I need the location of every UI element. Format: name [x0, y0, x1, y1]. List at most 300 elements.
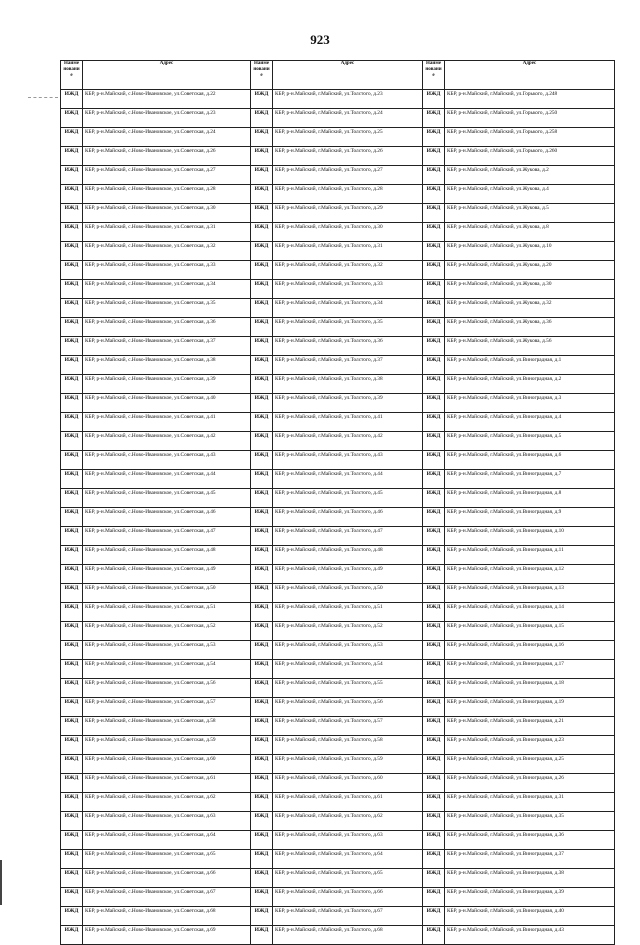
object-type-cell: ИЖД: [251, 793, 273, 812]
object-type-cell: ИЖД: [423, 432, 445, 451]
object-type-cell: ИЖД: [61, 204, 83, 223]
object-type-cell: ИЖД: [423, 869, 445, 888]
address-cell: КБР, р-н.Майский, г.Майский, ул.Жукова, д.36: [445, 318, 615, 337]
object-type-cell: ИЖД: [61, 185, 83, 204]
table-row: [61, 280, 615, 299]
address-cell: КБР, р-н.Майский, г.Майский, ул.Толстого, д.66: [273, 888, 423, 907]
address-cell: КБР, р-н.Майский, с.Ново-Ивановское, ул.Советская, д.35: [83, 299, 251, 318]
object-type-cell: ИЖД: [61, 717, 83, 736]
object-type-cell: ИЖД: [251, 698, 273, 717]
object-type-cell: ИЖД: [423, 812, 445, 831]
object-type-cell: ИЖД: [61, 812, 83, 831]
object-type-cell: ИЖД: [61, 698, 83, 717]
object-type-cell: ИЖД: [251, 204, 273, 223]
object-type-cell: ИЖД: [251, 356, 273, 375]
address-cell: КБР, р-н.Майский, с.Ново-Ивановское, ул.Советская, д.48: [83, 546, 251, 565]
object-type-cell: ИЖД: [423, 603, 445, 622]
address-cell: КБР, р-н.Майский, с.Ново-Ивановское, ул.Советская, д.53: [83, 641, 251, 660]
address-cell: КБР, р-н.Майский, с.Ново-Ивановское, ул.Советская, д.28: [83, 185, 251, 204]
object-type-cell: ИЖД: [61, 375, 83, 394]
table-row: [61, 774, 615, 793]
object-type-cell: ИЖД: [423, 242, 445, 261]
address-cell: КБР, р-н.Майский, г.Майский, ул.Жукова, д.30: [445, 280, 615, 299]
table-row: [61, 660, 615, 679]
table-row: [61, 584, 615, 603]
table-row: [61, 907, 615, 926]
address-cell: КБР, р-н.Майский, г.Майский, ул.Толстого, д.44: [273, 470, 423, 489]
object-type-cell: ИЖД: [423, 451, 445, 470]
object-type-cell: ИЖД: [61, 223, 83, 242]
address-cell: КБР, р-н.Майский, с.Ново-Ивановское, ул.Советская, д.67: [83, 888, 251, 907]
address-cell: КБР, р-н.Майский, г.Майский, ул.Виноградная, д.1: [445, 356, 615, 375]
object-type-cell: ИЖД: [423, 831, 445, 850]
address-cell: КБР, р-н.Майский, г.Майский, ул.Толстого, д.43: [273, 451, 423, 470]
table-row: [61, 356, 615, 375]
address-cell: КБР, р-н.Майский, с.Ново-Ивановское, ул.Советская, д.51: [83, 603, 251, 622]
object-type-cell: ИЖД: [251, 128, 273, 147]
object-type-cell: ИЖД: [61, 736, 83, 755]
address-cell: КБР, р-н.Майский, с.Ново-Ивановское, ул.Советская, д.65: [83, 850, 251, 869]
table-row: [61, 261, 615, 280]
table-row: [61, 641, 615, 660]
address-cell: КБР, р-н.Майский, с.Ново-Ивановское, ул.Советская, д.32: [83, 242, 251, 261]
address-cell: КБР, р-н.Майский, г.Майский, ул.Виноградная, д.5: [445, 432, 615, 451]
object-type-cell: ИЖД: [423, 299, 445, 318]
address-cell: КБР, р-н.Майский, г.Майский, ул.Виноградная, д.4: [445, 413, 615, 432]
table-row: [61, 166, 615, 185]
object-type-cell: ИЖД: [61, 831, 83, 850]
address-cell: КБР, р-н.Майский, с.Ново-Ивановское, ул.Советская, д.40: [83, 394, 251, 413]
address-cell: КБР, р-н.Майский, г.Майский, ул.Жукова, д.32: [445, 299, 615, 318]
address-cell: КБР, р-н.Майский, с.Ново-Ивановское, ул.Советская, д.69: [83, 926, 251, 945]
address-cell: КБР, р-н.Майский, г.Майский, ул.Толстого, д.37: [273, 356, 423, 375]
table-row: [61, 717, 615, 736]
address-cell: КБР, р-н.Майский, г.Майский, ул.Толстого, д.27: [273, 166, 423, 185]
address-cell: КБР, р-н.Майский, с.Ново-Ивановское, ул.Советская, д.58: [83, 717, 251, 736]
table-row: [61, 850, 615, 869]
address-cell: КБР, р-н.Майский, г.Майский, ул.Горького, д.258: [445, 128, 615, 147]
address-cell: КБР, р-н.Майский, г.Майский, ул.Виноградная, д.9: [445, 508, 615, 527]
object-type-cell: ИЖД: [61, 584, 83, 603]
table-row: [61, 698, 615, 717]
object-type-cell: ИЖД: [61, 508, 83, 527]
address-cell: КБР, р-н.Майский, г.Майский, ул.Виноградная, д.11: [445, 546, 615, 565]
address-cell: КБР, р-н.Майский, г.Майский, ул.Толстого, д.36: [273, 337, 423, 356]
address-cell: КБР, р-н.Майский, г.Майский, ул.Толстого, д.31: [273, 242, 423, 261]
object-type-cell: ИЖД: [423, 356, 445, 375]
object-type-cell: ИЖД: [423, 679, 445, 698]
address-cell: КБР, р-н.Майский, г.Майский, ул.Жукова, д.8: [445, 223, 615, 242]
object-type-cell: ИЖД: [251, 261, 273, 280]
address-cell: КБР, р-н.Майский, г.Майский, ул.Виноградная, д.21: [445, 717, 615, 736]
object-type-cell: ИЖД: [423, 204, 445, 223]
object-type-cell: ИЖД: [423, 166, 445, 185]
address-cell: КБР, р-н.Майский, с.Ново-Ивановское, ул.Советская, д.47: [83, 527, 251, 546]
object-type-cell: ИЖД: [61, 299, 83, 318]
column-header-type: Наименование: [423, 61, 445, 90]
table-row: [61, 546, 615, 565]
address-cell: КБР, р-н.Майский, г.Майский, ул.Толстого, д.55: [273, 679, 423, 698]
column-header-address: Адрес: [445, 61, 615, 90]
address-cell: КБР, р-н.Майский, г.Майский, ул.Толстого, д.38: [273, 375, 423, 394]
table-row: [61, 204, 615, 223]
object-type-cell: ИЖД: [423, 888, 445, 907]
object-type-cell: ИЖД: [251, 679, 273, 698]
table-row: [61, 527, 615, 546]
object-type-cell: ИЖД: [251, 850, 273, 869]
address-cell: КБР, р-н.Майский, г.Майский, ул.Толстого, д.59: [273, 755, 423, 774]
object-type-cell: ИЖД: [423, 394, 445, 413]
address-cell: КБР, р-н.Майский, с.Ново-Ивановское, ул.Советская, д.60: [83, 755, 251, 774]
object-type-cell: ИЖД: [251, 774, 273, 793]
address-table-container: [60, 60, 592, 945]
address-cell: КБР, р-н.Майский, с.Ново-Ивановское, ул.Советская, д.66: [83, 869, 251, 888]
address-cell: КБР, р-н.Майский, г.Майский, ул.Толстого, д.57: [273, 717, 423, 736]
table-row: [61, 508, 615, 527]
object-type-cell: ИЖД: [251, 831, 273, 850]
address-cell: КБР, р-н.Майский, г.Майский, ул.Толстого, д.53: [273, 641, 423, 660]
address-cell: КБР, р-н.Майский, г.Майский, ул.Горького, д.248: [445, 90, 615, 109]
object-type-cell: ИЖД: [61, 926, 83, 945]
table-row: [61, 318, 615, 337]
address-cell: КБР, р-н.Майский, г.Майский, ул.Толстого, д.28: [273, 185, 423, 204]
address-cell: КБР, р-н.Майский, с.Ново-Ивановское, ул.Советская, д.24: [83, 128, 251, 147]
table-row: [61, 90, 615, 109]
object-type-cell: ИЖД: [251, 242, 273, 261]
object-type-cell: ИЖД: [61, 660, 83, 679]
address-cell: КБР, р-н.Майский, с.Ново-Ивановское, ул.Советская, д.68: [83, 907, 251, 926]
address-cell: КБР, р-н.Майский, г.Майский, ул.Толстого, д.47: [273, 527, 423, 546]
address-cell: КБР, р-н.Майский, с.Ново-Ивановское, ул.Советская, д.42: [83, 432, 251, 451]
address-cell: КБР, р-н.Майский, г.Майский, ул.Толстого, д.52: [273, 622, 423, 641]
table-row: [61, 394, 615, 413]
object-type-cell: ИЖД: [61, 109, 83, 128]
address-cell: КБР, р-н.Майский, с.Ново-Ивановское, ул.Советская, д.64: [83, 831, 251, 850]
object-type-cell: ИЖД: [251, 413, 273, 432]
address-cell: КБР, р-н.Майский, с.Ново-Ивановское, ул.Советская, д.30: [83, 204, 251, 223]
table-row: [61, 793, 615, 812]
object-type-cell: ИЖД: [61, 318, 83, 337]
object-type-cell: ИЖД: [251, 299, 273, 318]
address-cell: КБР, р-н.Майский, г.Майский, ул.Толстого, д.67: [273, 907, 423, 926]
table-row: [61, 831, 615, 850]
object-type-cell: ИЖД: [61, 242, 83, 261]
object-type-cell: ИЖД: [423, 850, 445, 869]
address-cell: КБР, р-н.Майский, с.Ново-Ивановское, ул.Советская, д.33: [83, 261, 251, 280]
address-cell: КБР, р-н.Майский, с.Ново-Ивановское, ул.Советская, д.54: [83, 660, 251, 679]
object-type-cell: ИЖД: [423, 90, 445, 109]
address-cell: КБР, р-н.Майский, г.Майский, ул.Виноградная, д.40: [445, 907, 615, 926]
table-row: [61, 185, 615, 204]
object-type-cell: ИЖД: [251, 622, 273, 641]
address-cell: КБР, р-н.Майский, г.Майский, ул.Виноградная, д.25: [445, 755, 615, 774]
address-cell: КБР, р-н.Майский, г.Майский, ул.Жукова, д.2: [445, 166, 615, 185]
address-cell: КБР, р-н.Майский, с.Ново-Ивановское, ул.Советская, д.63: [83, 812, 251, 831]
address-cell: КБР, р-н.Майский, г.Майский, ул.Виноградная, д.23: [445, 736, 615, 755]
margin-mark: [28, 97, 58, 98]
address-cell: КБР, р-н.Майский, г.Майский, ул.Толстого, д.50: [273, 584, 423, 603]
object-type-cell: ИЖД: [423, 375, 445, 394]
address-cell: КБР, р-н.Майский, г.Майский, ул.Жукова, д.5: [445, 204, 615, 223]
object-type-cell: ИЖД: [61, 451, 83, 470]
address-cell: КБР, р-н.Майский, г.Майский, ул.Толстого, д.48: [273, 546, 423, 565]
address-cell: КБР, р-н.Майский, г.Майский, ул.Виноградная, д.8: [445, 489, 615, 508]
object-type-cell: ИЖД: [251, 280, 273, 299]
table-row: [61, 128, 615, 147]
object-type-cell: ИЖД: [423, 660, 445, 679]
address-cell: КБР, р-н.Майский, г.Майский, ул.Толстого, д.68: [273, 926, 423, 945]
table-row: [61, 432, 615, 451]
address-cell: КБР, р-н.Майский, г.Майский, ул.Толстого, д.26: [273, 147, 423, 166]
address-cell: КБР, р-н.Майский, с.Ново-Ивановское, ул.Советская, д.52: [83, 622, 251, 641]
address-cell: КБР, р-н.Майский, г.Майский, ул.Виноградная, д.38: [445, 869, 615, 888]
object-type-cell: ИЖД: [251, 926, 273, 945]
object-type-cell: ИЖД: [251, 166, 273, 185]
object-type-cell: ИЖД: [61, 641, 83, 660]
address-cell: КБР, р-н.Майский, г.Майский, ул.Толстого, д.42: [273, 432, 423, 451]
object-type-cell: ИЖД: [61, 546, 83, 565]
object-type-cell: ИЖД: [251, 337, 273, 356]
address-cell: КБР, р-н.Майский, г.Майский, ул.Виноградная, д.12: [445, 565, 615, 584]
table-row: [61, 242, 615, 261]
object-type-cell: ИЖД: [251, 717, 273, 736]
object-type-cell: ИЖД: [423, 489, 445, 508]
object-type-cell: ИЖД: [61, 470, 83, 489]
address-cell: КБР, р-н.Майский, г.Майский, ул.Толстого, д.64: [273, 850, 423, 869]
address-cell: КБР, р-н.Майский, с.Ново-Ивановское, ул.Советская, д.26: [83, 147, 251, 166]
address-cell: КБР, р-н.Майский, г.Майский, ул.Виноградная, д.15: [445, 622, 615, 641]
object-type-cell: ИЖД: [423, 261, 445, 280]
address-cell: КБР, р-н.Майский, с.Ново-Ивановское, ул.Советская, д.61: [83, 774, 251, 793]
object-type-cell: ИЖД: [251, 508, 273, 527]
address-cell: КБР, р-н.Майский, г.Майский, ул.Виноградная, д.17: [445, 660, 615, 679]
object-type-cell: ИЖД: [251, 641, 273, 660]
table-body: [61, 90, 615, 945]
object-type-cell: ИЖД: [423, 641, 445, 660]
object-type-cell: ИЖД: [251, 318, 273, 337]
object-type-cell: ИЖД: [251, 375, 273, 394]
object-type-cell: ИЖД: [251, 147, 273, 166]
address-cell: КБР, р-н.Майский, г.Майский, ул.Виноградная, д.39: [445, 888, 615, 907]
object-type-cell: ИЖД: [251, 888, 273, 907]
object-type-cell: ИЖД: [423, 280, 445, 299]
address-cell: КБР, р-н.Майский, г.Майский, ул.Горького, д.260: [445, 147, 615, 166]
table-row: [61, 470, 615, 489]
object-type-cell: ИЖД: [61, 907, 83, 926]
object-type-cell: ИЖД: [423, 185, 445, 204]
address-cell: КБР, р-н.Майский, г.Майский, ул.Жукова, д.10: [445, 242, 615, 261]
table-row: [61, 736, 615, 755]
object-type-cell: ИЖД: [423, 128, 445, 147]
address-cell: КБР, р-н.Майский, с.Ново-Ивановское, ул.Советская, д.57: [83, 698, 251, 717]
object-type-cell: ИЖД: [423, 109, 445, 128]
address-cell: КБР, р-н.Майский, г.Майский, ул.Виноградная, д.31: [445, 793, 615, 812]
object-type-cell: ИЖД: [61, 337, 83, 356]
address-cell: КБР, р-н.Майский, г.Майский, ул.Толстого, д.24: [273, 109, 423, 128]
address-cell: КБР, р-н.Майский, с.Ново-Ивановское, ул.Советская, д.56: [83, 679, 251, 698]
object-type-cell: ИЖД: [423, 736, 445, 755]
object-type-cell: ИЖД: [423, 527, 445, 546]
address-cell: КБР, р-н.Майский, г.Майский, ул.Толстого, д.51: [273, 603, 423, 622]
object-type-cell: ИЖД: [423, 413, 445, 432]
address-cell: КБР, р-н.Майский, с.Ново-Ивановское, ул.Советская, д.38: [83, 356, 251, 375]
address-cell: КБР, р-н.Майский, с.Ново-Ивановское, ул.Советская, д.31: [83, 223, 251, 242]
table-row: [61, 451, 615, 470]
address-cell: КБР, р-н.Майский, с.Ново-Ивановское, ул.Советская, д.27: [83, 166, 251, 185]
object-type-cell: ИЖД: [61, 527, 83, 546]
table-row: [61, 413, 615, 432]
table-row: [61, 375, 615, 394]
object-type-cell: ИЖД: [61, 850, 83, 869]
object-type-cell: ИЖД: [423, 907, 445, 926]
table-row: [61, 622, 615, 641]
column-header-address: Адрес: [83, 61, 251, 90]
object-type-cell: ИЖД: [61, 90, 83, 109]
address-cell: КБР, р-н.Майский, г.Майский, ул.Толстого, д.54: [273, 660, 423, 679]
address-cell: КБР, р-н.Майский, г.Майский, ул.Толстого, д.33: [273, 280, 423, 299]
address-cell: КБР, р-н.Майский, г.Майский, ул.Толстого, д.35: [273, 318, 423, 337]
object-type-cell: ИЖД: [61, 622, 83, 641]
address-table: [60, 60, 615, 945]
object-type-cell: ИЖД: [251, 755, 273, 774]
address-cell: КБР, р-н.Майский, г.Майский, ул.Виноградная, д.35: [445, 812, 615, 831]
object-type-cell: ИЖД: [251, 546, 273, 565]
table-row: [61, 489, 615, 508]
column-header-address: Адрес: [273, 61, 423, 90]
object-type-cell: ИЖД: [251, 603, 273, 622]
address-cell: КБР, р-н.Майский, г.Майский, ул.Виноградная, д.2: [445, 375, 615, 394]
object-type-cell: ИЖД: [251, 470, 273, 489]
object-type-cell: ИЖД: [251, 907, 273, 926]
address-cell: КБР, р-н.Майский, г.Майский, ул.Толстого, д.62: [273, 812, 423, 831]
object-type-cell: ИЖД: [61, 888, 83, 907]
address-cell: КБР, р-н.Майский, г.Майский, ул.Виноградная, д.13: [445, 584, 615, 603]
table-row: [61, 109, 615, 128]
object-type-cell: ИЖД: [423, 584, 445, 603]
object-type-cell: ИЖД: [423, 508, 445, 527]
address-cell: КБР, р-н.Майский, г.Майский, ул.Виноградная, д.37: [445, 850, 615, 869]
address-cell: КБР, р-н.Майский, г.Майский, ул.Виноградная, д.16: [445, 641, 615, 660]
object-type-cell: ИЖД: [61, 128, 83, 147]
object-type-cell: ИЖД: [251, 527, 273, 546]
table-header-row: [61, 61, 615, 90]
address-cell: КБР, р-н.Майский, с.Ново-Ивановское, ул.Советская, д.45: [83, 489, 251, 508]
table-row: [61, 869, 615, 888]
address-cell: КБР, р-н.Майский, г.Майский, ул.Виноградная, д.7: [445, 470, 615, 489]
table-row: [61, 603, 615, 622]
address-cell: КБР, р-н.Майский, г.Майский, ул.Жукова, д.4: [445, 185, 615, 204]
object-type-cell: ИЖД: [61, 489, 83, 508]
address-cell: КБР, р-н.Майский, с.Ново-Ивановское, ул.Советская, д.36: [83, 318, 251, 337]
address-cell: КБР, р-н.Майский, с.Ново-Ивановское, ул.Советская, д.50: [83, 584, 251, 603]
address-cell: КБР, р-н.Майский, с.Ново-Ивановское, ул.Советская, д.46: [83, 508, 251, 527]
object-type-cell: ИЖД: [423, 926, 445, 945]
object-type-cell: ИЖД: [423, 698, 445, 717]
address-cell: КБР, р-н.Майский, г.Майский, ул.Толстого, д.23: [273, 90, 423, 109]
address-cell: КБР, р-н.Майский, г.Майский, ул.Виноградная, д.43: [445, 926, 615, 945]
address-cell: КБР, р-н.Майский, с.Ново-Ивановское, ул.Советская, д.37: [83, 337, 251, 356]
object-type-cell: ИЖД: [251, 109, 273, 128]
table-row: [61, 147, 615, 166]
address-cell: КБР, р-н.Майский, г.Майский, ул.Виноградная, д.19: [445, 698, 615, 717]
table-row: [61, 812, 615, 831]
address-cell: КБР, р-н.Майский, г.Майский, ул.Толстого, д.32: [273, 261, 423, 280]
object-type-cell: ИЖД: [423, 774, 445, 793]
address-cell: КБР, р-н.Майский, с.Ново-Ивановское, ул.Советская, д.62: [83, 793, 251, 812]
table-row: [61, 755, 615, 774]
address-cell: КБР, р-н.Майский, с.Ново-Ивановское, ул.Советская, д.43: [83, 451, 251, 470]
address-cell: КБР, р-н.Майский, г.Майский, ул.Толстого, д.46: [273, 508, 423, 527]
address-cell: КБР, р-н.Майский, г.Майский, ул.Горького, д.250: [445, 109, 615, 128]
object-type-cell: ИЖД: [423, 717, 445, 736]
object-type-cell: ИЖД: [251, 736, 273, 755]
address-cell: КБР, р-н.Майский, с.Ново-Ивановское, ул.Советская, д.59: [83, 736, 251, 755]
address-cell: КБР, р-н.Майский, г.Майский, ул.Толстого, д.65: [273, 869, 423, 888]
address-cell: КБР, р-н.Майский, г.Майский, ул.Толстого, д.34: [273, 299, 423, 318]
address-cell: КБР, р-н.Майский, г.Майский, ул.Виноградная, д.18: [445, 679, 615, 698]
address-cell: КБР, р-н.Майский, г.Майский, ул.Толстого, д.30: [273, 223, 423, 242]
table-row: [61, 679, 615, 698]
address-cell: КБР, р-н.Майский, г.Майский, ул.Виноградная, д.36: [445, 831, 615, 850]
object-type-cell: ИЖД: [423, 470, 445, 489]
address-cell: КБР, р-н.Майский, г.Майский, ул.Жукова, д.20: [445, 261, 615, 280]
table-row: [61, 888, 615, 907]
column-header-type: Наименование: [61, 61, 83, 90]
object-type-cell: ИЖД: [251, 90, 273, 109]
object-type-cell: ИЖД: [423, 147, 445, 166]
address-cell: КБР, р-н.Майский, с.Ново-Ивановское, ул.Советская, д.44: [83, 470, 251, 489]
object-type-cell: ИЖД: [61, 755, 83, 774]
object-type-cell: ИЖД: [423, 793, 445, 812]
page-number: 923: [310, 32, 330, 47]
object-type-cell: ИЖД: [61, 603, 83, 622]
object-type-cell: ИЖД: [251, 660, 273, 679]
object-type-cell: ИЖД: [61, 413, 83, 432]
address-cell: КБР, р-н.Майский, г.Майский, ул.Толстого, д.60: [273, 774, 423, 793]
object-type-cell: ИЖД: [61, 147, 83, 166]
page-edge-line: [0, 860, 2, 905]
object-type-cell: ИЖД: [61, 679, 83, 698]
object-type-cell: ИЖД: [61, 432, 83, 451]
object-type-cell: ИЖД: [251, 451, 273, 470]
address-cell: КБР, р-н.Майский, г.Майский, ул.Виноградная, д.14: [445, 603, 615, 622]
object-type-cell: ИЖД: [251, 489, 273, 508]
object-type-cell: ИЖД: [251, 223, 273, 242]
object-type-cell: ИЖД: [251, 584, 273, 603]
address-cell: КБР, р-н.Майский, с.Ново-Ивановское, ул.Советская, д.39: [83, 375, 251, 394]
table-row: [61, 299, 615, 318]
address-cell: КБР, р-н.Майский, с.Ново-Ивановское, ул.Советская, д.22: [83, 90, 251, 109]
table-row: [61, 223, 615, 242]
address-cell: КБР, р-н.Майский, с.Ново-Ивановское, ул.Советская, д.41: [83, 413, 251, 432]
address-cell: КБР, р-н.Майский, г.Майский, ул.Толстого, д.61: [273, 793, 423, 812]
address-cell: КБР, р-н.Майский, г.Майский, ул.Толстого, д.58: [273, 736, 423, 755]
object-type-cell: ИЖД: [423, 318, 445, 337]
address-cell: КБР, р-н.Майский, г.Майский, ул.Толстого, д.39: [273, 394, 423, 413]
object-type-cell: ИЖД: [423, 622, 445, 641]
object-type-cell: ИЖД: [423, 546, 445, 565]
address-cell: КБР, р-н.Майский, г.Майский, ул.Виноградная, д.10: [445, 527, 615, 546]
object-type-cell: ИЖД: [61, 356, 83, 375]
object-type-cell: ИЖД: [61, 394, 83, 413]
object-type-cell: ИЖД: [61, 869, 83, 888]
object-type-cell: ИЖД: [423, 755, 445, 774]
object-type-cell: ИЖД: [61, 261, 83, 280]
table-row: [61, 926, 615, 945]
address-cell: КБР, р-н.Майский, г.Майский, ул.Толстого, д.49: [273, 565, 423, 584]
address-cell: КБР, р-н.Майский, г.Майский, ул.Виноградная, д.3: [445, 394, 615, 413]
table-row: [61, 565, 615, 584]
